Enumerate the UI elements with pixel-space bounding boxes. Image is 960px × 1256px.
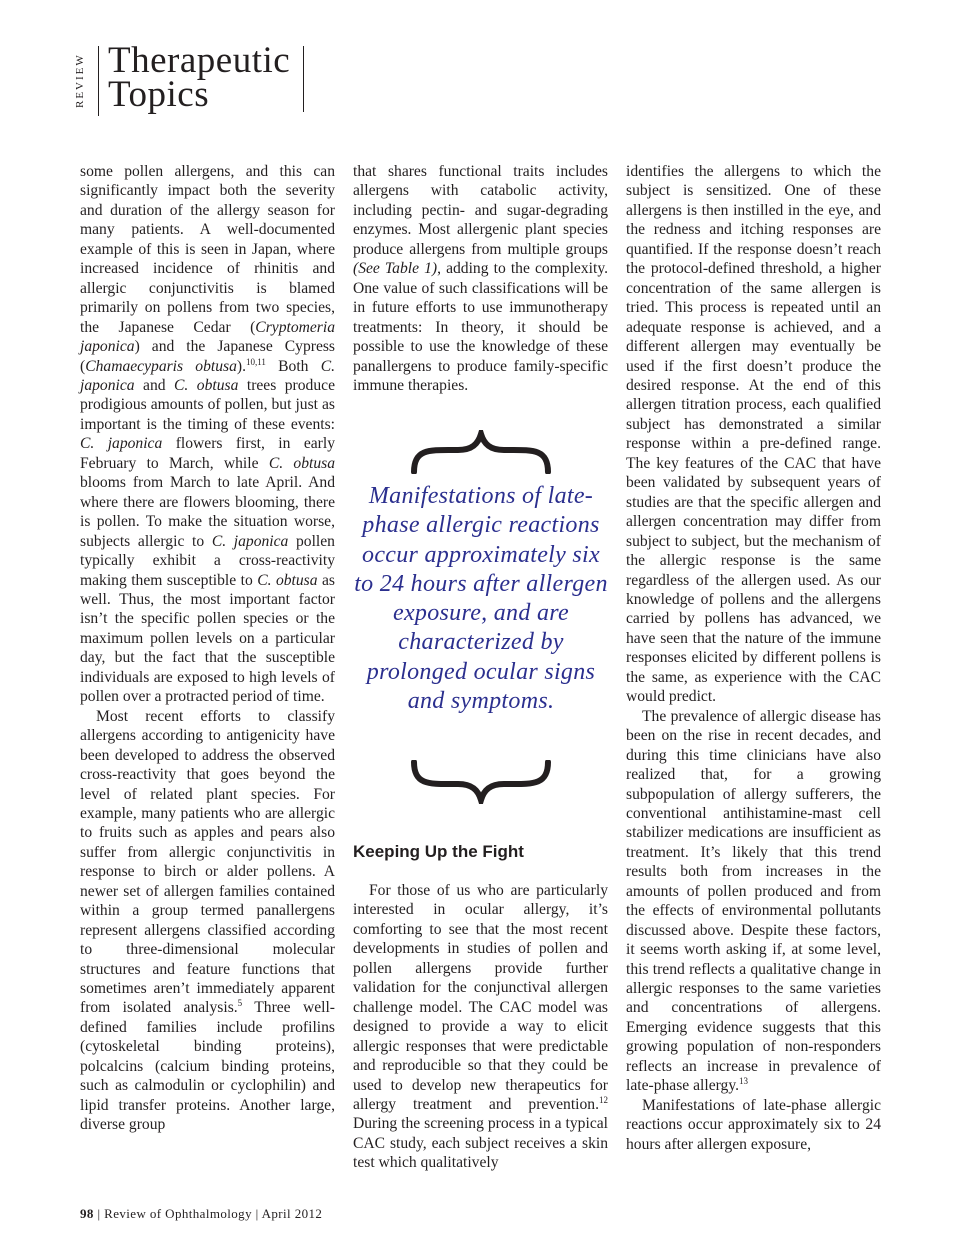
citation-superscript: 12 <box>599 1094 608 1105</box>
page-footer <box>80 1206 322 1222</box>
citation-superscript: 10,11 <box>246 356 266 367</box>
footer-separator: | <box>97 1206 101 1221</box>
paragraph: some pollen allergens, and this can significantly impact both the severity and duration of the allergy season for many patients. A well-documented example of this is seen in Japan, where increased incidence of rhinitis and allergic conjunctivitis is blamed primarily on pollens from two species, the Japanese Cedar (Cryptomeria japonica) and the Japanese Cypress (Chamaecyparis obtusa).$^{10,11}$ Both C. japonica and C. obtusa trees produce prodigious amounts of pollen, but just as important is the timing of these events: C. japonica flowers first, in early February to March, while C. obtusa blooms from March to late April. And where there are flowers blooming, there is pollen. To make the situation worse, subjects allergic to C. japonica pollen typically exhibit a cross-reactivity making them susceptible to C. obtusa as well. Thus, the most important factor isn’t the specific pollen species or the maximum pollen levels on a particular day, but the fact that the susceptible individuals are exposed to high levels of pollen over a protracted period of time. <box>80 163 336 706</box>
paragraph: Manifestations of late-phase allergic reactions occur approximately six to 24 hours after allergen exposure, <box>626 1096 881 1153</box>
paragraph: For those of us who are particularly interested in ocular allergy, it’s comforting to see that the most recent developments in studies of pollen and pollen allergens provide further validation for the conjunctival allergen challenge model. The CAC model was designed to provide a way to elicit allergic responses that were predictable and reproducible so that they could be used to develop new therapeutics for allergy treatment and prevention.$^{12}$ During the screening process in a typical CAC study, each subject receives a skin test which qualitatively <box>353 882 608 1172</box>
citation-superscript: 13 <box>739 1076 749 1087</box>
section-subheading: Keeping Up the Fight <box>353 842 524 861</box>
header-divider-right <box>303 46 304 112</box>
footer-separator: | <box>255 1206 259 1221</box>
article-column-2-bottom <box>353 881 608 1173</box>
issue-date: April 2012 <box>261 1206 323 1221</box>
section-title <box>108 40 291 115</box>
pull-quote-text: Manifestations of late-phase allergic reactions occur approximately six to 24 hours after allergen exposure, and are characterized by prolonged ocular signs and symptoms. <box>354 483 608 715</box>
section-title-line2: Topics <box>108 74 210 115</box>
page-number: 98 <box>80 1206 94 1221</box>
publication-name: Review of Ophthalmology <box>104 1206 252 1221</box>
article-column-1 <box>80 162 335 1135</box>
paragraph: The prevalence of allergic disease has been on the rise in recent decades, and during this time clinicians have also realized that, for a growing subpopulation of allergy sufferers, the conventional antihistamine-mast cell stabilizer medications are insufficient as treatment. It’s likely that this trend results both from increases in the amounts of pollen produced and from the effects of environmental pollutants discussed above. Despite these factors, it seems worth asking if, at some level, this trend reflects a qualitative change in allergic responses to the same varieties and concentrations of allergens. Emerging evidence suggests that this growing population of non-responders reflects an increase in prevalence of late-phase allergy.$^{13}$ <box>626 707 881 1095</box>
article-column-2-top <box>353 162 608 395</box>
citation-superscript: 5 <box>237 998 243 1009</box>
section-title-line1: Therapeutic <box>108 40 291 81</box>
paragraph: Most recent efforts to classify allergens according to antigenicity have been developed to address the observed cross-reactivity that goes beyond the level of related plant species. For example, many patients who are allergic to fruits such as apples and pears also suffer from allergic conjunctivitis in response to birch or alder pollens. A newer set of allergen families contained within a group termed panallergens represent allergens classified according to three-dimensional molecular structures and feature functions that sometimes aren’t immediately apparent from isolated analysis.$^5$ Three well-defined families include profilins (cytoskeletal binding proteins), polcalcins (calcium binding proteins, such as calmodulin or cyclophilin) and lipid transfer proteins. Another large, diverse group <box>80 707 335 1134</box>
brace-bottom-icon <box>410 760 552 804</box>
paragraph: that shares functional traits includes allergens with catabolic activity, including pectin- and sugar-degrading enzymes. Most allergenic plant species produce allergens from multiple groups (See Table 1), adding to the complexity. One value of such classifications will be in future efforts to use immunotherapy treatments: In theory, it should be possible to use the knowledge of these panallergens to produce family-specific immune therapies. <box>353 163 608 394</box>
pull-quote <box>350 430 612 810</box>
paragraph: identifies the allergens to which the subject is sensitized. One of these allergens is then instilled in the eye, and the redness and itching responses are quantified. If the response doesn’t reach the protocol-defined threshold, a higher concentration of the same allergen is tried. This process is repeated until an adequate response is achieved, and a different allergen may eventually be used if the first doesn’t produce the desired response. At the end of this allergen titration process, each qualified subject has demonstrated a similar response within a pre-defined range. The key features of the CAC that have been validated by subsequent years of studies are that the specific allergen and allergen concentration may differ from subject to subject, but the mechanism of the allergic response is the same regardless of the allergen used. As our knowledge of pollens and the allergens carried by pollens has advanced, we have seen that the nature of the immune responses elicited by different pollens is the same, as experience with the CAC would predict. <box>626 163 881 706</box>
header-divider-left <box>98 46 99 116</box>
review-vertical-label: REVIEW <box>74 53 86 109</box>
article-column-3 <box>626 162 881 1154</box>
brace-top-icon <box>410 430 552 474</box>
